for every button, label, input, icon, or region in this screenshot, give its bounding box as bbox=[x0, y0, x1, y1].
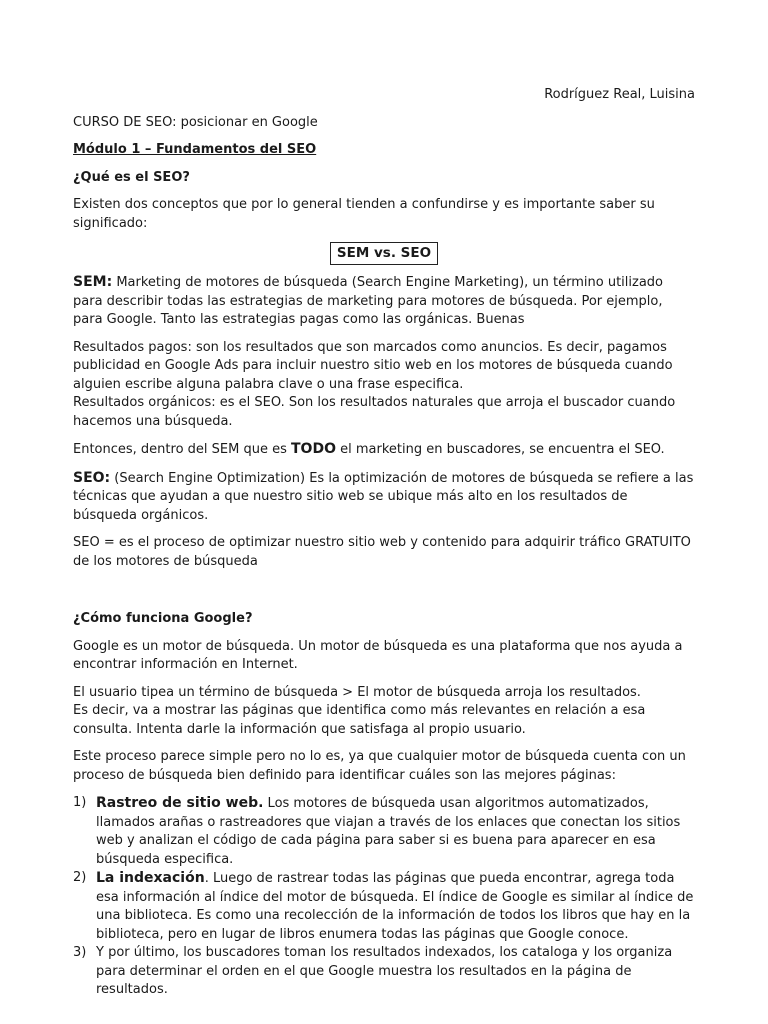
organic-results-text: Resultados orgánicos: es el SEO. Son los resultados naturales que arroja el buscador cuando hacemos una búsqueda. bbox=[73, 395, 676, 429]
comparison-box-wrapper bbox=[73, 242, 695, 265]
todo-word: TODO bbox=[291, 441, 336, 457]
module-title: Módulo 1 – Fundamentos del SEO bbox=[73, 142, 317, 157]
seo-definition bbox=[73, 469, 695, 526]
course-title: CURSO DE SEO: posicionar en Google bbox=[73, 114, 318, 130]
process-paragraph: Este proceso parece simple pero no lo es, ya que cualquier motor de búsqueda cuenta con un proceso de búsqueda bien definido para identificar cuáles son las mejores páginas: bbox=[73, 749, 686, 783]
seo-equals-paragraph: SEO = es el proceso de optimizar nuestro sitio web y contenido para adquirir tráfico GRATUITO de los motores de búsqueda bbox=[73, 535, 691, 569]
sem-vs-seo-box: SEM vs. SEO bbox=[330, 242, 438, 265]
sem-term: SEM: bbox=[73, 274, 113, 290]
todo-paragraph bbox=[73, 440, 695, 460]
todo-after-text: el marketing en buscadores, se encuentra el SEO. bbox=[335, 442, 665, 457]
list-item bbox=[73, 944, 695, 1000]
list-item bbox=[73, 794, 695, 869]
list-item-text: Los motores de búsqueda usan algoritmos automatizados, llamados arañas o rastreadores que viajan a través de los enlaces que conectan los sitios web y analizan el código de cada página para saber si es buena para aparecer en esa búsqueda especifica. bbox=[96, 796, 681, 867]
list-number: 2) bbox=[73, 870, 87, 885]
list-item-lead: La indexación bbox=[96, 870, 205, 886]
section-spacer bbox=[73, 580, 695, 610]
todo-before-text: Entonces, dentro del SEM que es bbox=[73, 442, 291, 457]
seo-text: (Search Engine Optimization) Es la optimización de motores de búsqueda se refiere a las técnicas que ayudan a que nuestro sitio web se ubique más alto en los resultados de búsqueda orgánicos. bbox=[73, 470, 694, 523]
sem-text: Marketing de motores de búsqueda (Search Engine Marketing), un término utilizado para describir todas las estrategias de marketing para motores de búsqueda. Por ejemplo, para Google. Tanto las estrategias pagas como las orgánicas. Buenas bbox=[73, 275, 664, 327]
list-item-text: Y por último, los buscadores toman los resultados indexados, los cataloga y los organiza para determinar el orden en el que Google muestra los resultados en la página de resultados. bbox=[96, 945, 673, 997]
list-item-text: . Luego de rastrear todas las páginas que pueda encontrar, agrega toda esa información al índice del motor de búsqueda. El índice de Google es similar al índice de una biblioteca. Es como una recolección de la información de todos los libros que hay en la biblioteca, pero en lugar de libros enumera todas las páginas que Google conoce. bbox=[96, 871, 694, 942]
process-steps-list bbox=[73, 794, 695, 1000]
list-item-lead: Rastreo de sitio web. bbox=[96, 795, 264, 811]
author-name: Rodríguez Real, Luisina bbox=[544, 87, 695, 102]
paid-results-text: Resultados pagos: son los resultados que son marcados como anuncios. Es decir, pagamos publicidad en Google Ads para incluir nuestro sitio web en los motores de búsqueda cuando alguien escribe alguna palabra clave o una frase especifica. bbox=[73, 339, 673, 392]
search-relevance-text: Es decir, va a mostrar las páginas que identifica como más relevantes en relación a esa consulta. Intenta darle la información que satisfaga al propio usuario. bbox=[73, 703, 646, 737]
section-heading-como-funciona: ¿Cómo funciona Google? bbox=[73, 611, 253, 626]
list-number: 3) bbox=[73, 945, 87, 960]
document-body bbox=[73, 86, 695, 1000]
search-flow-line: El usuario tipea un término de búsqueda > El motor de búsqueda arroja los resultados. bbox=[73, 684, 641, 700]
section-heading-que-es-seo: ¿Qué es el SEO? bbox=[73, 169, 190, 185]
list-item bbox=[73, 869, 695, 944]
results-paragraph bbox=[73, 339, 695, 432]
search-flow-paragraph bbox=[73, 684, 695, 740]
intro-paragraph: Existen dos conceptos que por lo general tienden a confundirse y es importante saber su significado: bbox=[73, 197, 655, 231]
list-number: 1) bbox=[73, 795, 87, 810]
google-paragraph: Google es un motor de búsqueda. Un motor de búsqueda es una plataforma que nos ayuda a encontrar información en Internet. bbox=[73, 638, 683, 672]
seo-term: SEO: bbox=[73, 469, 111, 486]
sem-definition bbox=[73, 273, 695, 330]
